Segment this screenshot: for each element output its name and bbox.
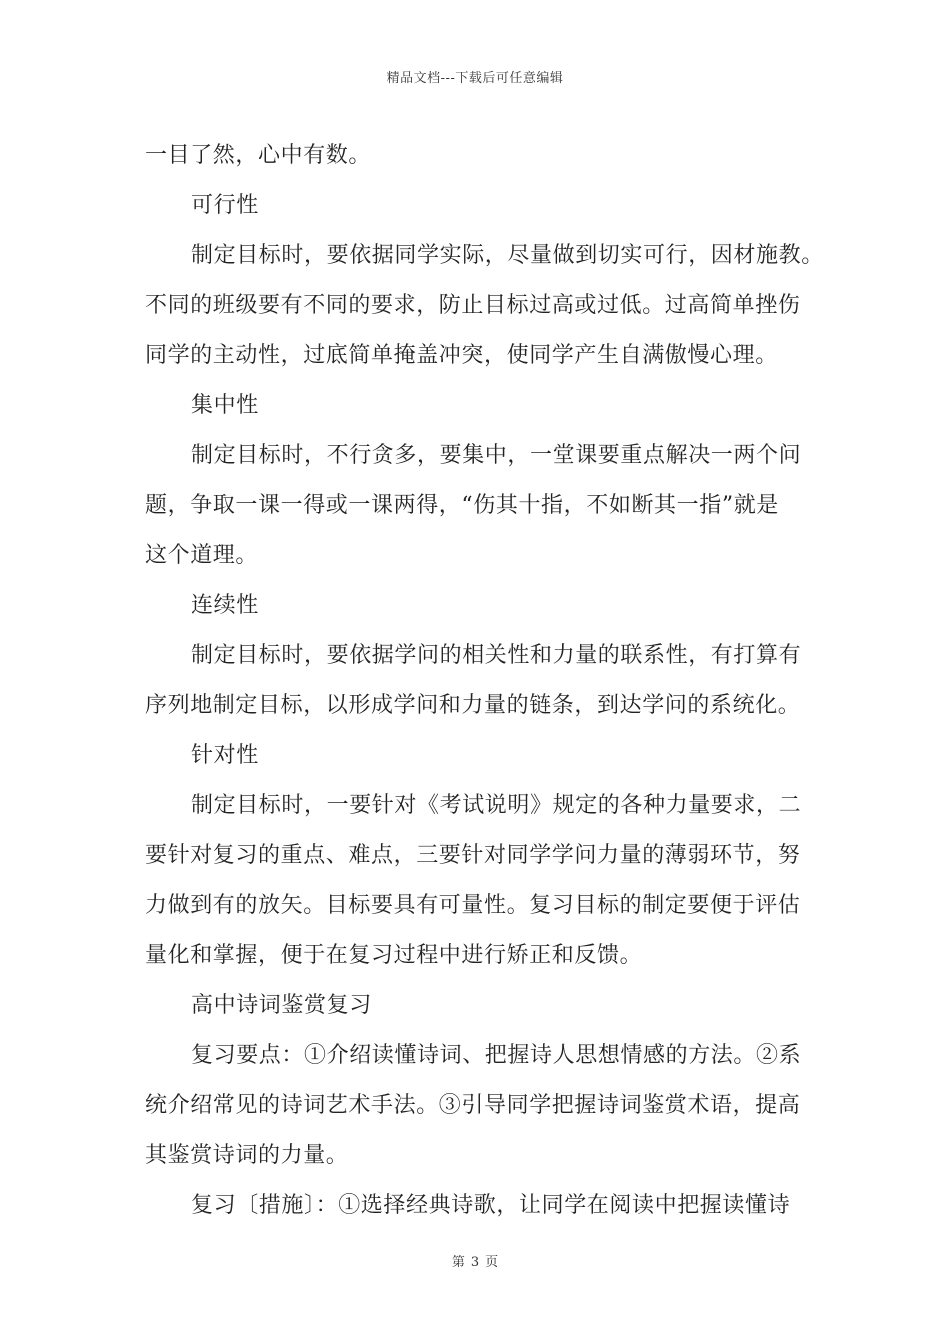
paragraph-line: 制定目标时，不行贪多，要集中，一堂课要重点解决一两个问 bbox=[191, 443, 802, 468]
section-heading-feasibility: 可行性 bbox=[191, 193, 259, 218]
paragraph-line: 要针对复习的重点、难点，三要针对同学学问力量的薄弱环节，努 bbox=[145, 843, 801, 868]
page-footer bbox=[0, 1251, 950, 1270]
page-header: 精品文档---下载后可任意编辑 bbox=[386, 71, 564, 86]
page-number: 3 bbox=[470, 1255, 480, 1270]
section-heading-pertinence: 针对性 bbox=[191, 743, 259, 768]
paragraph-line: 量化和掌握，便于在复习过程中进行矫正和反馈。 bbox=[145, 943, 643, 968]
section-heading-poetry-review: 高中诗词鉴赏复习 bbox=[191, 993, 372, 1018]
paragraph-line: 序列地制定目标，以形成学问和力量的链条，到达学问的系统化。 bbox=[145, 693, 801, 718]
paragraph-line: 复习〔措施〕：①选择经典诗歌，让同学在阅读中把握读懂诗 bbox=[191, 1193, 791, 1218]
document-body bbox=[145, 131, 825, 1231]
paragraph-line: 力做到有的放矢。目标要具有可量性。复习目标的制定要便于评估 bbox=[145, 893, 801, 918]
page-number-suffix: 页 bbox=[485, 1255, 499, 1270]
paragraph-line: 制定目标时，一要针对《考试说明》规定的各种力量要求，二 bbox=[191, 793, 802, 818]
paragraph-line: 这个道理。 bbox=[145, 543, 259, 568]
paragraph-line: 其鉴赏诗词的力量。 bbox=[145, 1143, 349, 1168]
paragraph-line: 题，争取一课一得或一课两得，“伤其十指，不如断其一指”就是 bbox=[145, 493, 779, 518]
paragraph-line: 制定目标时，要依据同学实际，尽量做到切实可行，因材施教。 bbox=[191, 243, 824, 268]
section-heading-continuity: 连续性 bbox=[191, 593, 259, 618]
paragraph-line: 不同的班级要有不同的要求，防止目标过高或过低。过高简单挫伤 bbox=[145, 293, 801, 318]
paragraph-line: 同学的主动性，过底简单掩盖冲突，使同学产生自满傲慢心理。 bbox=[145, 343, 778, 368]
page-number-prefix: 第 bbox=[451, 1255, 465, 1270]
paragraph-line: 统介绍常见的诗词艺术手法。③引导同学把握诗词鉴赏术语，提高 bbox=[145, 1093, 801, 1118]
section-heading-focus: 集中性 bbox=[191, 393, 259, 418]
paragraph-line: 制定目标时，要依据学问的相关性和力量的联系性，有打算有 bbox=[191, 643, 802, 668]
paragraph-line: 一目了然，心中有数。 bbox=[145, 143, 372, 168]
paragraph-line: 复习要点：①介绍读懂诗词、把握诗人思想情感的方法。②系 bbox=[191, 1043, 802, 1068]
